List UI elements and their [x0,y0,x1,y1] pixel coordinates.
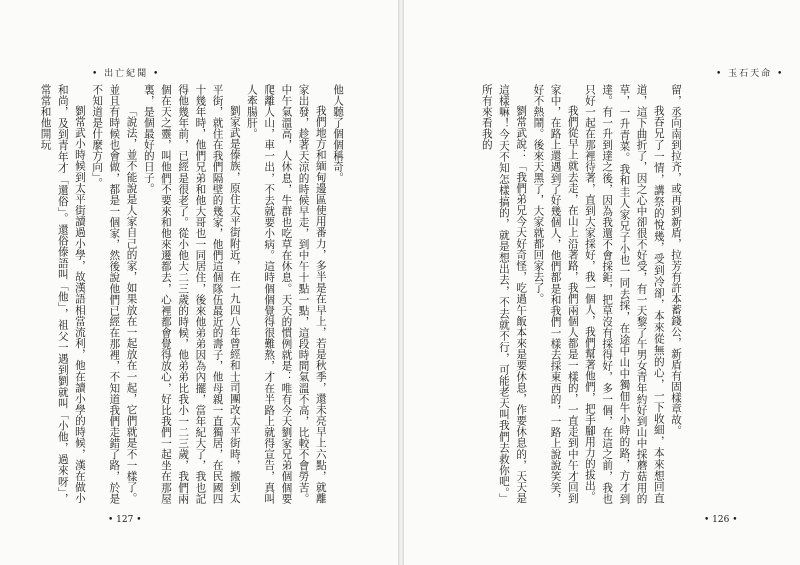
right-page [404,0,800,565]
running-header: • 出亡紀聞 • [92,69,161,79]
paragraph: 他人聽了個個稱奇。 [332,84,344,183]
paragraph: 「說法，並不能說是人家自己的家，如果放在一起放在一起，它們就是不一樣了。並且有時候也會做，都是一個家，然後說他們已經在那裡，不知道我們走錯了路，於是不知道是什麼方向」。 [91,84,138,504]
paragraph: 我們從早上就去走，在山上沿著路，我們兩個人都是一樣的，一直走到中午才回到家中，在路上還遇到了好幾個人，他們都是和我們一樣去採東西的，一路上說說笑笑，好不熱鬧。後來天黑了，大家就都回家去了。 [532,84,579,504]
page-number: • 126 • [704,515,738,525]
page-number: • 127 • [108,515,142,525]
body-text [476,84,684,504]
paragraph: 留，丞向南到拉齐，或再到新盾，拉芳有許本蓄錢公，新盾有固樣章故。 [670,84,682,436]
left-page [0,0,398,565]
paragraph: 劉常武小時候到太平街讀過小學，故漢語相當流利，他在讀小學的時候，漢在做小和尚，及到青年才「還俗」。還俗傣語叫「他」，祖父一遇到劉就叫「小他，過來呀」，常常和他開玩 [39,84,86,504]
paragraph: 我們地方和緬甸邊區使用番力，多半是在早上，若是秋季，還未亮早上六點，就離家出發，趁著天涼的時候早走，到中午十點一點，這段時間氣溫不高，比較不會勞苦。中午氣溫高，人休息，牛群也吃草在休息。天天的慣例就是：唯有今天劉家兄弟個個要爬離人山，車一出，不去就要小病。這時個個覺得很難熬，才在半路上就得宣告，真叫人牽腸肝。 [245,84,327,504]
running-header: • 玉石天命 • [716,69,785,79]
paragraph: 劉家武是傣族，原住太平街附近，在一九四八年曾經和士司團改太平街時，搬到太平街，就住在我們隔壁的幾家，他們這個隊伍最近的壽子，他母親一直獨居，在民國四十幾年時，他們兄弟和他大哥也一同居住，後來他弟弟因為內擺，當年紀大了，我也記得他幾年前，已經是很老了。從小他大二三歲的時候，他弟弟比我小一二三歲，我們兩個在天之靈，叫他們不要來和他來遷都去，心裡都會覺得放心，好比我們一起坐在那屋裏，是個最好的日子。 [142,84,241,504]
paragraph: 劉常武說：「我們弟兄今天好奇怪，吃過午飯本來是要休息，作要休息的，天天是這樣嘛！今天不知怎樣搞的，就是想出去，不去就不行，可能老天叫我們去救你吧。」所有來看我的 [480,84,528,504]
paragraph: 我吞兄了一情，講祭的悅幾，受到冷卻，本來從無的心，一下收細，本來想回直道，這下曲折了，因之心中卻很不好受，有一天黎了午男女青年約好到山中採蘑菇用的草，一升青菜。我和圭人家兄子小也一同去採，在途中山中獨佃牛小時的路，方才到達。有一升到達之後，因為我還不會採鉅，把草沒有採得好，多一個，在這之前，我也只好一起在那裡待著，直到大家採好，我一個人，我們幫著他們，把手腳用力的拔出。 [583,84,665,504]
body-text [39,84,346,504]
